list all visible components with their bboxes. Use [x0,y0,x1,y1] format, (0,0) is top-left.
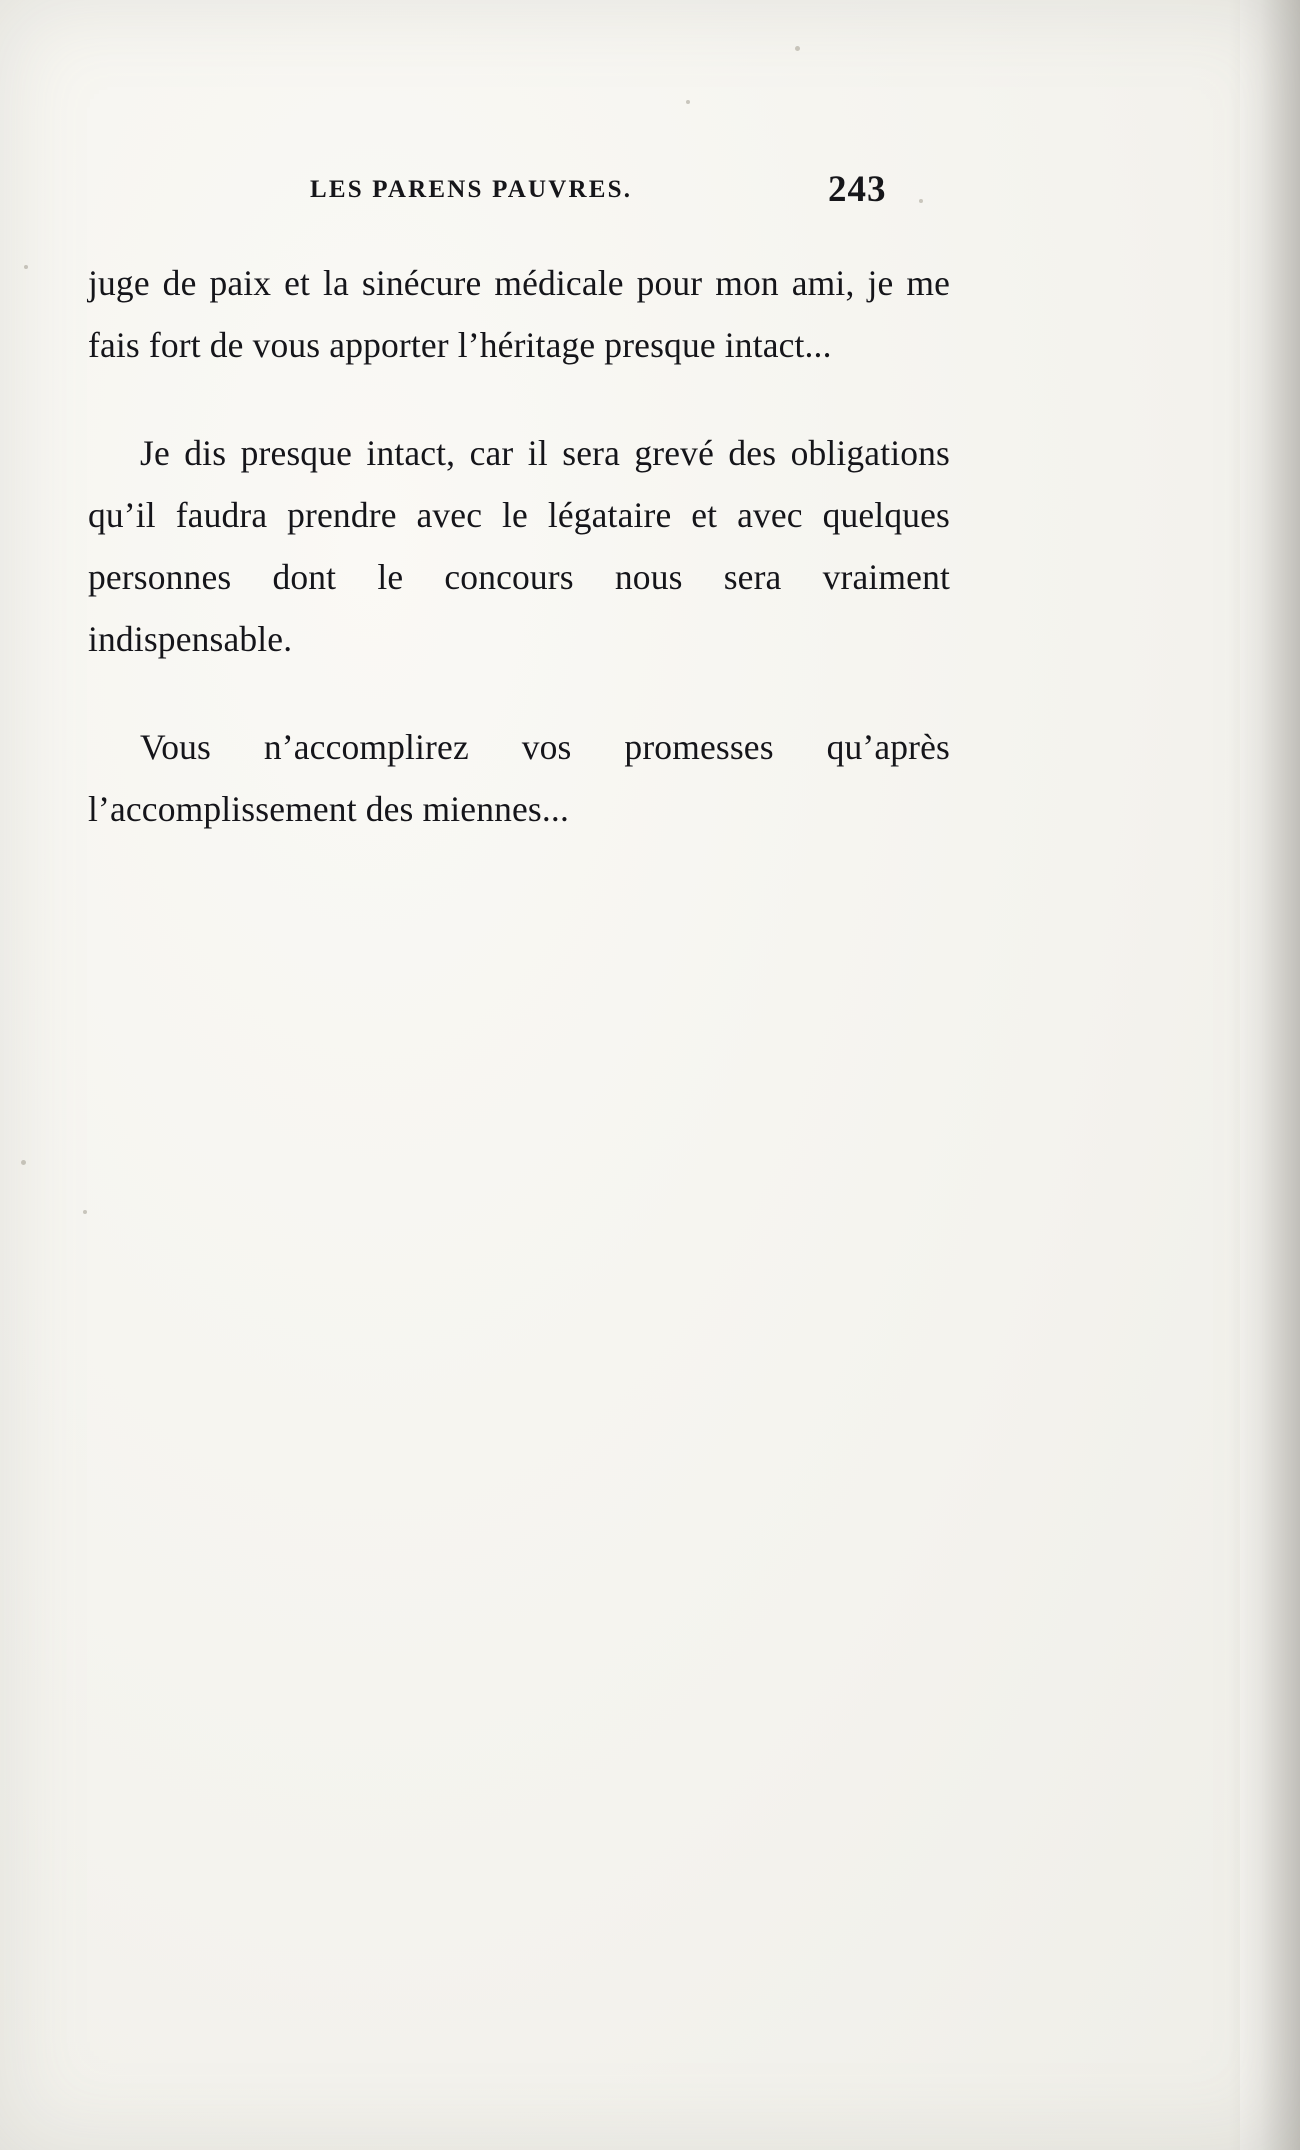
body-paragraph: Je dis presque intact, car il sera grevé des obligations qu’il faudra prendre avec le légataire et avec quelques personnes dont le concours nous sera vraiment indispensable. [88,433,950,659]
running-head-title: LES PARENS PAUVRES. [310,176,633,203]
page-number: 243 [828,169,887,210]
body-paragraph: juge de paix et la sinécure médicale pour mon ami, je me fais fort de vous apporter l’héritage presque intact... [88,263,950,365]
text-column [88,169,950,840]
running-head [88,169,950,230]
body-paragraph: Vous n’accomplirez vos promesses qu’après l’accomplissement des miennes... [88,727,950,829]
